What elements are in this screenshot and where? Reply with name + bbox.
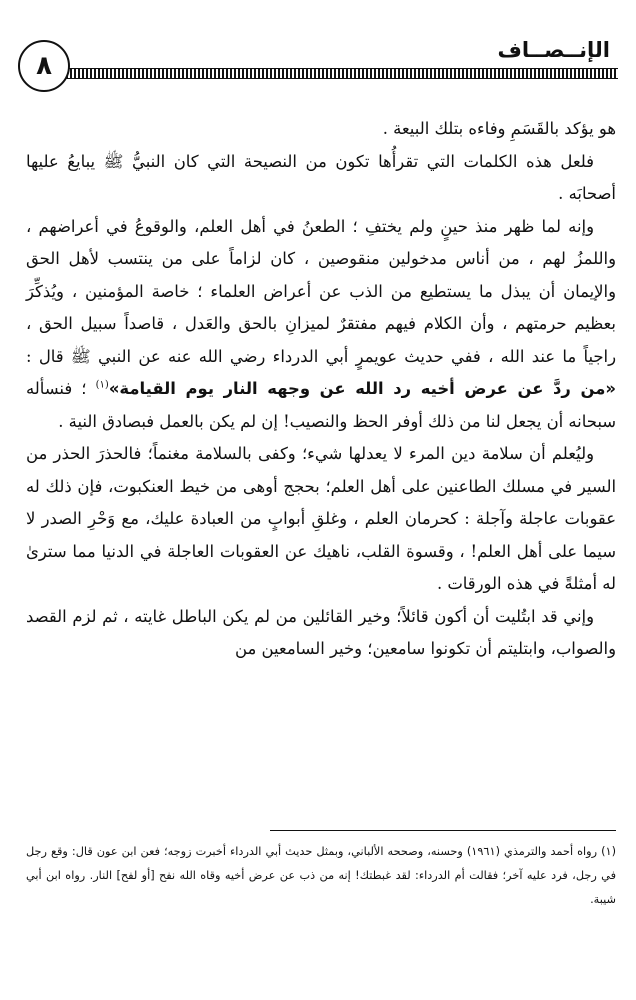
paragraph-1: هو يؤكد بالقَسَمِ وفاءه بتلك البيعة . — [382, 119, 616, 138]
paragraph-5: وإني قد ابتُليت أن أكون قائلاً؛ وخير القائلين من لم يكن الباطل غايته ، ثم لزم القصد والصواب، وابتليتم أن تكونوا سامعين؛ وخير السامعين من — [26, 606, 616, 658]
page-header — [18, 38, 618, 98]
page-number: ٨ — [18, 40, 70, 92]
paragraph-3 — [26, 211, 616, 439]
footnote-marker: (١) — [95, 379, 109, 391]
main-text — [26, 113, 616, 666]
footnote-separator — [270, 830, 616, 831]
paragraph-4: وليُعلم أن سلامة دين المرء لا يعدلها شيء؛ وكفى بالسلامة مغنماً؛ فالحذرَ الحذر من السير في مسلك الطاعنين على أهل العلم؛ بحجج أوهى من خيط العنكبوت، فإن ذلك له عقوبات عاجلة وآجلة : كحرمان العلم ، وغلقِ أبوابٍ من العبادة عليك، مع وَحْرِ الصدر لا سيما على أهل العلم! ، وقسوة القلب، ناهيك عن العقوبات العاجلة في الدنيا مما سترىٰ له أمثلةً في هذه الورقات . — [26, 444, 616, 593]
footnotes — [26, 840, 616, 912]
header-rule — [58, 68, 618, 79]
running-title: الإنــصــاف — [497, 38, 610, 62]
paragraph-3-end: ؛ فنسأله سبحانه أن يجعل لنا من ذلك أوفر الحظ والنصيب! إن لم يكن بالعمل فبصادق النية . — [26, 379, 616, 431]
paragraph-3-text: وإنه لما ظهر منذ حينٍ ولم يختفِ ؛ الطعنُ في أهل العلم، والوقوعُ في أعراضهم ، واللمزُ لهم ، من أناس مدخولين منقوصين ، كان لزاماً على من ينتسب لأهل الحق والإيمان أن يبذل ما يستطيع من الذب عن أعراض العلماء ؛ خاصة المؤمنين ، ويُذكِّرَ بعظيم حرمتهم ، وأن الكلام فيهم مفتقرٌ لميزانِ بالحق والعَدل ، قاصداً سبيل الحق ، راجياً ما عند الله ، ففي حديث عويمرٍ أبي الدرداء رضي الله عنه عن النبي ﷺ قال : — [26, 216, 616, 366]
hadith-quote: «من ردَّ عن عرض أخيه رد الله عن وجهه النار يوم القيامة» — [108, 379, 616, 398]
footnote-1: (١) رواه أحمد والترمذي (١٩٦١) وحسنه، وصححه الألباني، وبمثل حديث أبي الدرداء أخبرت زوجه؛ فعن ابن عون قال: وقع رجل في رجل، فرد عليه آخر؛ فقالت أم الدرداء: لقد غبطتك! إنه من ذب عن عرض أخيه وقاه الله نفح [أو لفح] النار. رواه ابن أبي شيبة. — [26, 845, 616, 906]
paragraph-2: فلعل هذه الكلمات التي تقرأُها تكون من النصيحة التي كان النبيُّ ﷺ يبايعُ عليها أصحابَه . — [26, 151, 616, 203]
